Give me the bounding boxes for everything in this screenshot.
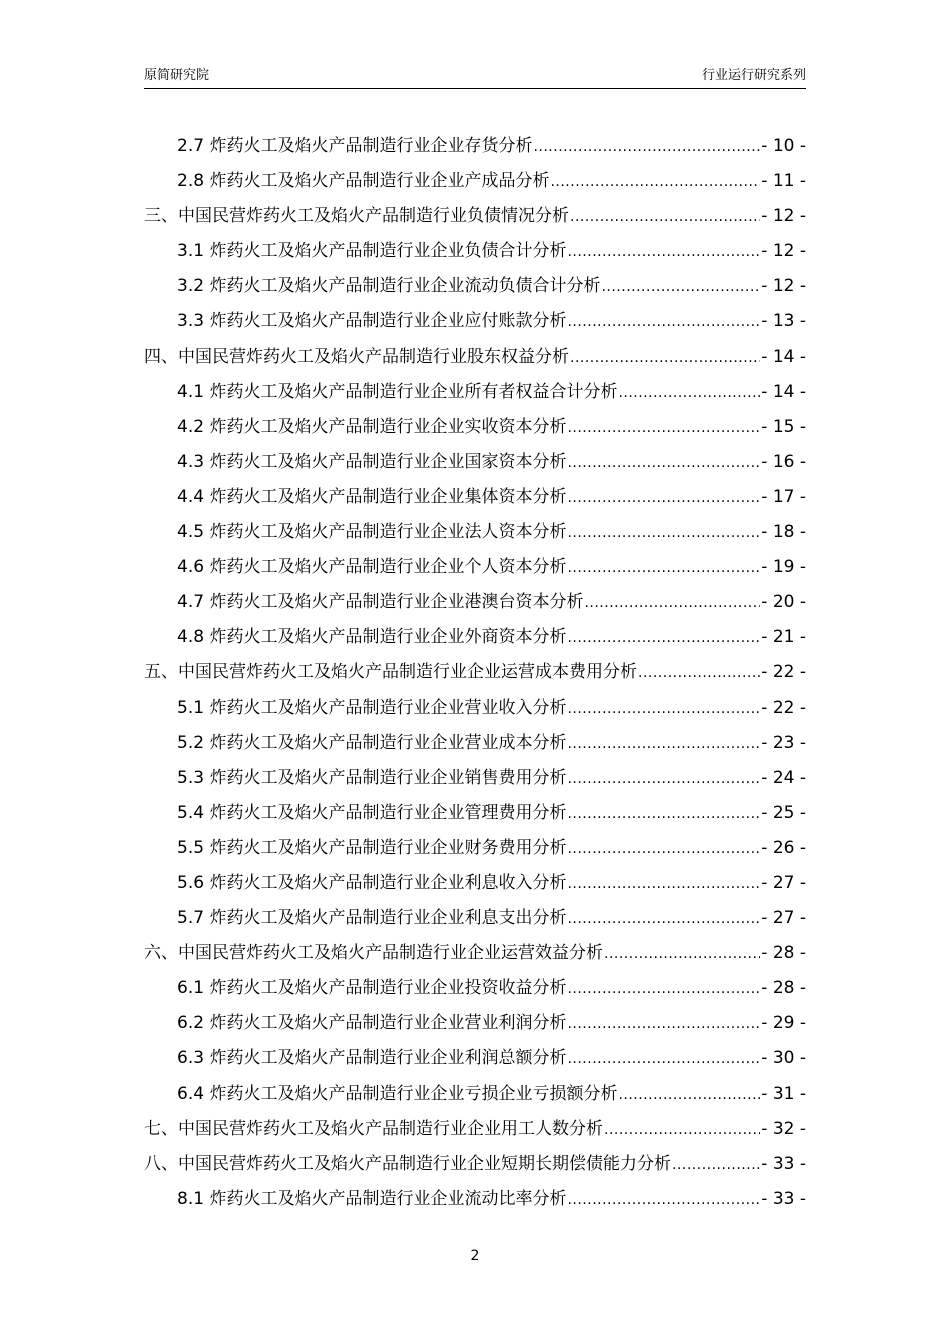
toc-entry-page: - 20 - xyxy=(761,592,806,613)
toc-entry-title: 6.1 炸药火工及焰火产品制造行业企业投资收益分析 xyxy=(177,978,567,999)
toc-entry-title: 三、中国民营炸药火工及焰火产品制造行业负债情况分析 xyxy=(144,206,569,227)
toc-entry-title: 5.1 炸药火工及焰火产品制造行业企业营业收入分析 xyxy=(177,697,567,718)
toc-entry-title: 五、中国民营炸药火工及焰火产品制造行业企业运营成本费用分析 xyxy=(144,662,637,683)
toc-dot-leader xyxy=(638,656,760,690)
toc-entry-title: 4.6 炸药火工及焰火产品制造行业企业个人资本分析 xyxy=(177,557,567,578)
toc-dot-leader xyxy=(618,1078,760,1112)
toc-entry-title: 3.1 炸药火工及焰火产品制造行业企业负债合计分析 xyxy=(177,241,567,262)
toc-dot-leader xyxy=(567,972,760,1006)
toc-dot-leader xyxy=(567,411,760,445)
toc-section-entry[interactable] xyxy=(144,620,806,655)
toc-dot-leader xyxy=(567,902,760,936)
toc-entry-page: - 27 - xyxy=(761,908,806,929)
toc-entry-title: 5.2 炸药火工及焰火产品制造行业企业营业成本分析 xyxy=(177,732,567,753)
toc-entry-page: - 32 - xyxy=(761,1118,806,1139)
toc-entry-title: 四、中国民营炸药火工及焰火产品制造行业股东权益分析 xyxy=(144,346,569,367)
toc-entry-page: - 11 - xyxy=(761,171,806,192)
toc-entry-page: - 18 - xyxy=(761,522,806,543)
toc-dot-leader xyxy=(567,551,760,585)
toc-entry-page: - 33 - xyxy=(761,1153,806,1174)
toc-dot-leader xyxy=(567,1007,760,1041)
toc-section-entry[interactable] xyxy=(144,761,806,796)
toc-section-entry[interactable] xyxy=(144,1182,806,1217)
toc-section-entry[interactable] xyxy=(144,796,806,831)
toc-entry-title: 六、中国民营炸药火工及焰火产品制造行业企业运营效益分析 xyxy=(144,943,603,964)
page-header xyxy=(144,62,806,89)
toc-entry-page: - 31 - xyxy=(761,1083,806,1104)
toc-section-entry[interactable] xyxy=(144,726,806,761)
toc-entry-page: - 29 - xyxy=(761,1013,806,1034)
toc-entry-page: - 17 - xyxy=(761,486,806,507)
toc-entry-page: - 21 - xyxy=(761,627,806,648)
toc-entry-page: - 12 - xyxy=(761,206,806,227)
toc-entry-title: 6.3 炸药火工及焰火产品制造行业企业利润总额分析 xyxy=(177,1048,567,1069)
toc-section-entry[interactable] xyxy=(144,269,806,304)
toc-entry-title: 4.4 炸药火工及焰火产品制造行业企业集体资本分析 xyxy=(177,486,567,507)
toc-entry-page: - 10 - xyxy=(761,136,806,156)
toc-dot-leader xyxy=(604,937,760,971)
toc-section-entry[interactable] xyxy=(144,1077,806,1112)
toc-entry-title: 8.1 炸药火工及焰火产品制造行业企业流动比率分析 xyxy=(177,1188,567,1209)
toc-chapter-entry[interactable] xyxy=(144,655,806,690)
toc-dot-leader xyxy=(567,481,760,515)
toc-entry-title: 4.1 炸药火工及焰火产品制造行业企业所有者权益合计分析 xyxy=(177,381,618,402)
toc-section-entry[interactable] xyxy=(144,1006,806,1041)
toc-entry-title: 4.7 炸药火工及焰火产品制造行业企业港澳台资本分析 xyxy=(177,592,584,613)
toc-entry-page: - 24 - xyxy=(761,767,806,788)
toc-entry-title: 八、中国民营炸药火工及焰火产品制造行业企业短期长期偿债能力分析 xyxy=(144,1153,671,1174)
toc-section-entry[interactable] xyxy=(144,866,806,901)
toc-entry-page: - 23 - xyxy=(761,732,806,753)
toc-section-entry[interactable] xyxy=(144,480,806,515)
header-series-title: 行业运行研究系列 xyxy=(701,68,806,83)
toc-entry-title: 2.8 炸药火工及焰火产品制造行业企业产成品分析 xyxy=(177,171,550,192)
toc-section-entry[interactable] xyxy=(144,831,806,866)
toc-dot-leader xyxy=(567,797,760,831)
toc-section-entry[interactable] xyxy=(144,375,806,410)
toc-dot-leader xyxy=(567,692,760,726)
toc-chapter-entry[interactable] xyxy=(144,1112,806,1147)
toc-entry-page: - 16 - xyxy=(761,451,806,472)
toc-section-entry[interactable] xyxy=(144,1041,806,1076)
toc-dot-leader xyxy=(567,867,760,901)
toc-dot-leader xyxy=(601,270,760,304)
toc-chapter-entry[interactable] xyxy=(144,340,806,375)
toc-entry-title: 4.8 炸药火工及焰火产品制造行业企业外商资本分析 xyxy=(177,627,567,648)
toc-entry-title: 5.6 炸药火工及焰火产品制造行业企业利息收入分析 xyxy=(177,872,567,893)
toc-entry-page: - 22 - xyxy=(761,662,806,683)
toc-dot-leader xyxy=(570,341,760,375)
toc-dot-leader xyxy=(567,832,760,866)
table-of-contents xyxy=(144,129,806,1217)
toc-entry-page: - 33 - xyxy=(761,1188,806,1209)
toc-entry-title: 4.2 炸药火工及焰火产品制造行业企业实收资本分析 xyxy=(177,416,567,437)
page-number: 2 xyxy=(470,1248,480,1264)
toc-entry-title: 4.5 炸药火工及焰火产品制造行业企业法人资本分析 xyxy=(177,522,567,543)
toc-dot-leader xyxy=(604,1113,760,1147)
header-organization: 原简研究院 xyxy=(144,68,210,83)
toc-dot-leader xyxy=(672,1148,760,1182)
toc-dot-leader xyxy=(567,727,760,761)
toc-entry-title: 5.5 炸药火工及焰火产品制造行业企业财务费用分析 xyxy=(177,837,567,858)
toc-dot-leader xyxy=(584,586,760,620)
toc-entry-title: 七、中国民营炸药火工及焰火产品制造行业企业用工人数分析 xyxy=(144,1118,603,1139)
toc-section-entry[interactable] xyxy=(144,971,806,1006)
toc-entry-title: 6.4 炸药火工及焰火产品制造行业企业亏损企业亏损额分析 xyxy=(177,1083,618,1104)
toc-entry-page: - 14 - xyxy=(761,346,806,367)
toc-dot-leader xyxy=(567,762,760,796)
toc-dot-leader xyxy=(533,130,760,164)
toc-entry-page: - 25 - xyxy=(761,802,806,823)
toc-dot-leader xyxy=(570,200,760,234)
toc-entry-page: - 12 - xyxy=(761,276,806,297)
toc-dot-leader xyxy=(550,165,760,199)
toc-dot-leader xyxy=(567,235,760,269)
toc-section-entry[interactable] xyxy=(144,445,806,480)
toc-section-entry[interactable] xyxy=(144,164,806,199)
toc-entry-page: - 14 - xyxy=(761,381,806,402)
toc-section-entry[interactable] xyxy=(144,515,806,550)
toc-entry-title: 3.2 炸药火工及焰火产品制造行业企业流动负债合计分析 xyxy=(177,276,601,297)
toc-entry-title: 5.4 炸药火工及焰火产品制造行业企业管理费用分析 xyxy=(177,802,567,823)
toc-section-entry[interactable] xyxy=(144,234,806,269)
toc-dot-leader xyxy=(567,621,760,655)
toc-section-entry[interactable] xyxy=(144,410,806,445)
toc-section-entry[interactable] xyxy=(144,691,806,726)
toc-section-entry[interactable] xyxy=(144,585,806,620)
toc-dot-leader xyxy=(567,305,760,339)
toc-entry-page: - 15 - xyxy=(761,416,806,437)
toc-entry-page: - 13 - xyxy=(761,311,806,332)
toc-section-entry[interactable] xyxy=(144,901,806,936)
toc-entry-page: - 19 - xyxy=(761,557,806,578)
toc-section-entry[interactable] xyxy=(144,304,806,339)
toc-entry-title: 5.7 炸药火工及焰火产品制造行业企业利息支出分析 xyxy=(177,908,567,929)
toc-entry-title: 5.3 炸药火工及焰火产品制造行业企业销售费用分析 xyxy=(177,767,567,788)
toc-section-entry[interactable] xyxy=(144,129,806,164)
toc-entry-page: - 22 - xyxy=(761,697,806,718)
toc-entry-title: 6.2 炸药火工及焰火产品制造行业企业营业利润分析 xyxy=(177,1013,567,1034)
toc-dot-leader xyxy=(567,1183,760,1217)
toc-dot-leader xyxy=(567,446,760,480)
toc-entry-page: - 26 - xyxy=(761,837,806,858)
toc-dot-leader xyxy=(618,376,760,410)
toc-entry-page: - 30 - xyxy=(761,1048,806,1069)
toc-entry-title: 3.3 炸药火工及焰火产品制造行业企业应付账款分析 xyxy=(177,311,567,332)
toc-entry-page: - 28 - xyxy=(761,978,806,999)
toc-section-entry[interactable] xyxy=(144,550,806,585)
toc-chapter-entry[interactable] xyxy=(144,199,806,234)
toc-chapter-entry[interactable] xyxy=(144,936,806,971)
toc-entry-title: 4.3 炸药火工及焰火产品制造行业企业国家资本分析 xyxy=(177,451,567,472)
toc-entry-page: - 27 - xyxy=(761,872,806,893)
toc-entry-page: - 28 - xyxy=(761,943,806,964)
toc-dot-leader xyxy=(567,516,760,550)
toc-chapter-entry[interactable] xyxy=(144,1147,806,1182)
toc-dot-leader xyxy=(567,1042,760,1076)
toc-entry-page: - 12 - xyxy=(761,241,806,262)
toc-entry-title: 2.7 炸药火工及焰火产品制造行业企业存货分析 xyxy=(177,136,533,156)
